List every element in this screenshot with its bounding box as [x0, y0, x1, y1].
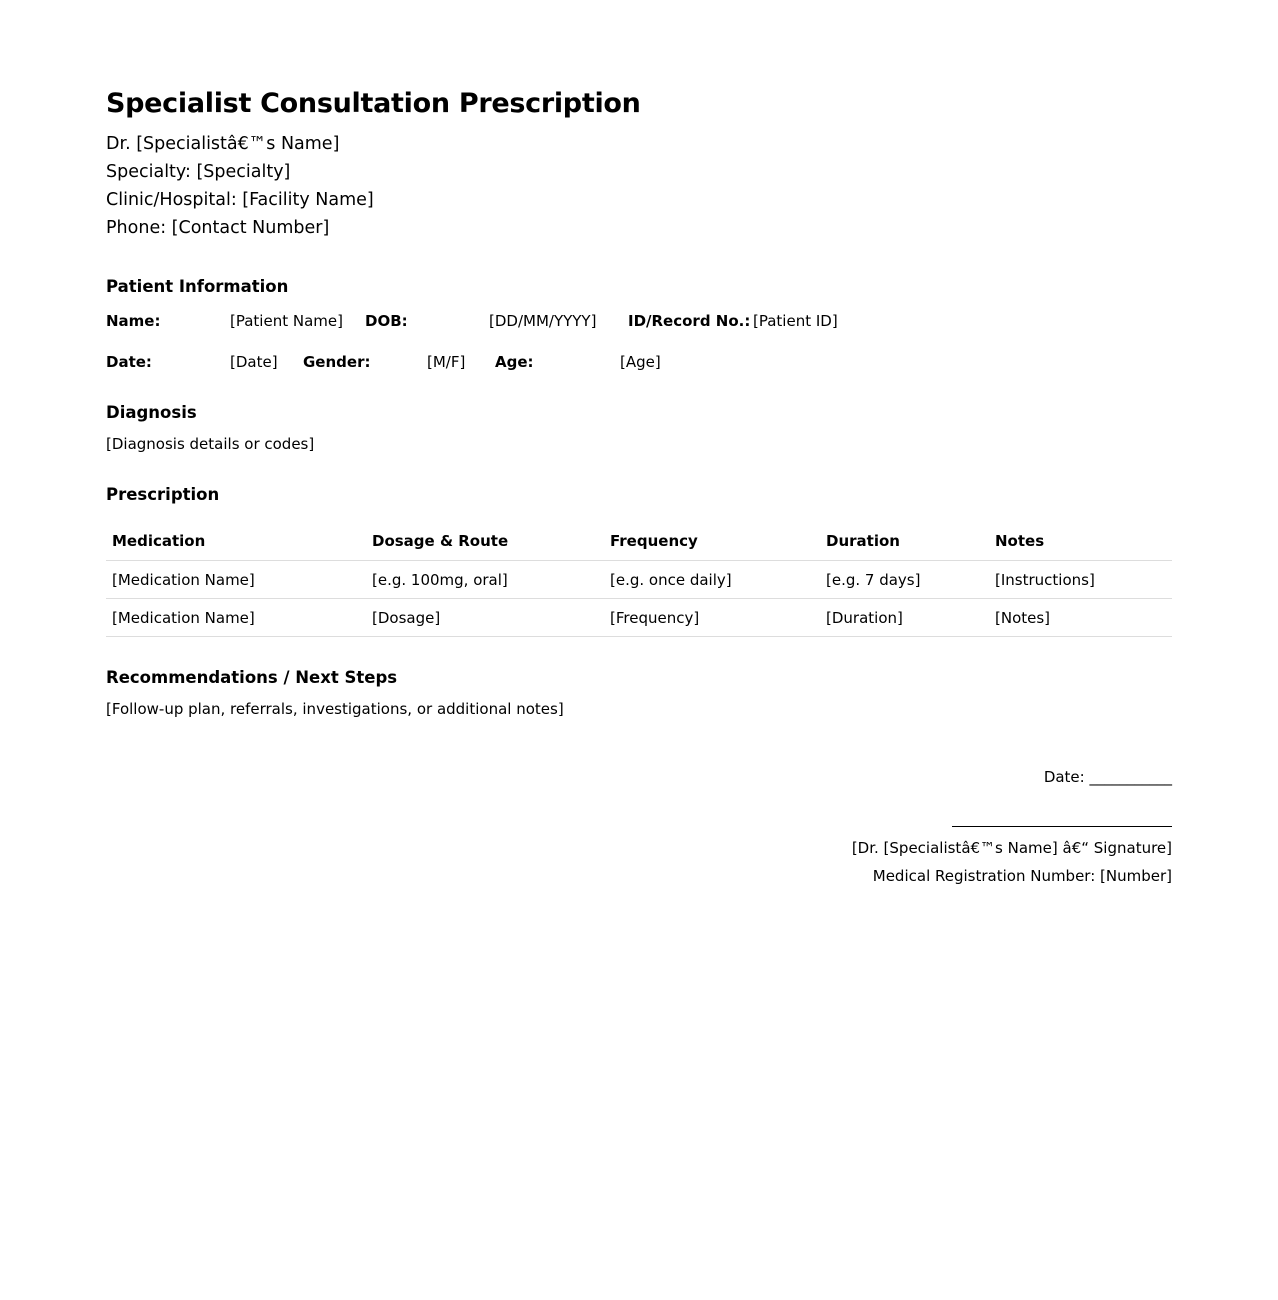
column-header-duration: Duration — [820, 522, 989, 561]
name-label: Name: — [106, 311, 161, 330]
diagnosis-section — [106, 402, 1172, 454]
name-value: [Patient Name] — [230, 311, 343, 330]
signature-block — [852, 766, 1172, 887]
recommendations-heading: Recommendations / Next Steps — [106, 668, 398, 687]
signature-name: [Dr. [Specialistâ€™s Name] â€“ Signature] — [851, 839, 1172, 857]
id-record-label: ID/Record No.: — [628, 311, 751, 330]
medication-cell: [Medication Name] — [106, 561, 366, 599]
doctor-specialty: Specialty: [Specialty] — [106, 162, 291, 182]
diagnosis-heading: Diagnosis — [106, 403, 197, 422]
age-value: [Age] — [620, 352, 661, 371]
signature-line — [952, 816, 1172, 827]
date-label: Date: — [106, 352, 152, 371]
medical-registration-number: Medical Registration Number: [Number] — [872, 867, 1172, 885]
frequency-cell: [Frequency] — [604, 599, 820, 637]
doctor-info — [106, 130, 1172, 242]
prescription-document — [106, 84, 1172, 719]
column-header-medication: Medication — [106, 522, 366, 561]
doctor-phone: Phone: [Contact Number] — [106, 218, 330, 238]
dosage-route-cell: [Dosage] — [366, 599, 604, 637]
prescription-section — [106, 484, 1172, 637]
duration-cell: [Duration] — [820, 599, 989, 637]
patient-information-section — [106, 276, 1172, 382]
duration-cell: [e.g. 7 days] — [820, 561, 989, 599]
dob-label: DOB: — [365, 311, 408, 330]
patient-info-row — [106, 341, 1172, 382]
patient-information-heading: Patient Information — [106, 277, 289, 296]
medication-cell: [Medication Name] — [106, 599, 366, 637]
frequency-cell: [e.g. once daily] — [604, 561, 820, 599]
gender-label: Gender: — [303, 352, 371, 371]
column-header-dosage-route: Dosage & Route — [366, 522, 604, 561]
id-record-value: [Patient ID] — [753, 311, 838, 330]
column-header-frequency: Frequency — [604, 522, 820, 561]
table-header-row — [106, 522, 1172, 561]
table-row — [106, 561, 1172, 599]
column-header-notes: Notes — [989, 522, 1172, 561]
age-label: Age: — [495, 352, 534, 371]
recommendations-section — [106, 667, 1172, 719]
doctor-name: Dr. [Specialistâ€™s Name] — [106, 134, 340, 154]
signature-date: Date: ___________ — [1043, 768, 1172, 786]
patient-info-row — [106, 300, 1172, 341]
table-row — [106, 599, 1172, 637]
gender-value: [M/F] — [427, 352, 466, 371]
doctor-facility: Clinic/Hospital: [Facility Name] — [106, 190, 374, 210]
diagnosis-text: [Diagnosis details or codes] — [106, 435, 315, 453]
dosage-route-cell: [e.g. 100mg, oral] — [366, 561, 604, 599]
prescription-table — [106, 522, 1172, 637]
prescription-heading: Prescription — [106, 485, 220, 504]
page-title: Specialist Consultation Prescription — [106, 88, 641, 119]
date-value: [Date] — [230, 352, 278, 371]
recommendations-text: [Follow-up plan, referrals, investigations, or additional notes] — [106, 700, 564, 718]
dob-value: [DD/MM/YYYY] — [489, 311, 597, 330]
notes-cell: [Notes] — [989, 599, 1172, 637]
notes-cell: [Instructions] — [989, 561, 1172, 599]
